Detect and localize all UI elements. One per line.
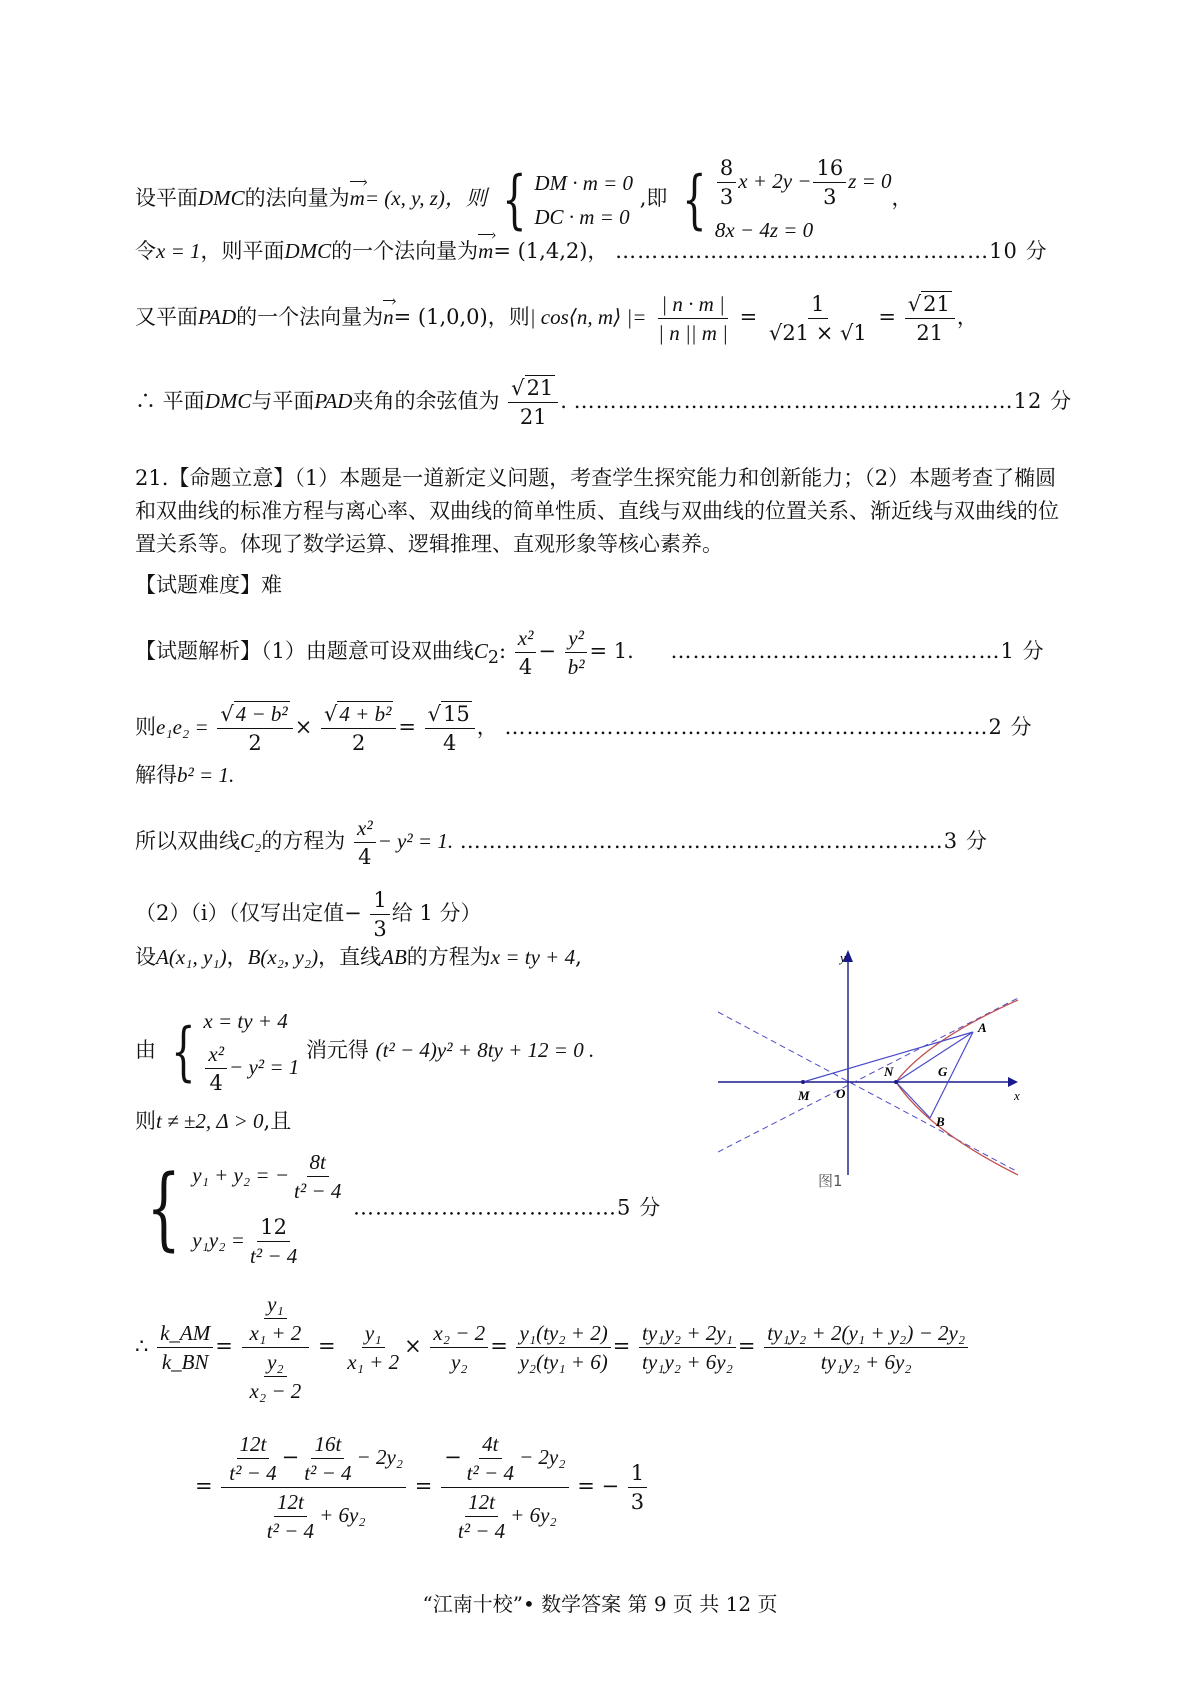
score-10: ……………………………………………10 分 (615, 239, 1048, 263)
score-1: ………………………………………1 分 (670, 639, 1045, 663)
cosine-conclusion-line: ∴ 平面DMC与平面PAD夹角的余弦值为 $\frac{√21}{21}$ . ……………………………………………………12 分 (135, 376, 1073, 429)
solution-step-4: 所以双曲线C₂的方程为 $\frac{\text{x²}}{4}$ − y² = 1. …………………………………………………………3 分 (135, 816, 988, 869)
solution-step-1: 【试题解析】（1）由题意可设双曲线$C_2$: $\frac{\text{x²}}{4}$ − $\frac{\text{y²}}{\text{b²}}$ = 1. ………………………………………1 分 (135, 626, 1045, 679)
point-b-label: B (936, 1114, 945, 1129)
asymptote-1 (718, 1012, 1018, 1172)
page-footer: “江南十校”• 数学答案 第 9 页 共 12 页 (422, 1592, 778, 1616)
solution-step-2: 则e₁e₂ = $\frac{\text{√4 − b²}}{2}$ × $\frac{\text{√4 + b²}}{2}$ = $\frac{√15}{4}$ ， …………………………………………………………2 分 (135, 702, 1033, 755)
difficulty-line: 【试题难度】难 (135, 573, 282, 597)
normal-vector-result-line: 令x = 1，则平面DMC的一个法向量为m ›= (1,4,2)， ……………………………………………10 分 (135, 236, 1048, 266)
score-2: …………………………………………………………2 分 (504, 715, 1033, 739)
cosine-angle-line: 又平面PAD的一个法向量为n ›= (1,0,0)，则| cos⟨n, m⟩ |= $\frac{| n \cdot m |}{| n || m |}$ = $\frac{1}{√21 \times √1}$ = $\frac{√21}{21}$ ， (135, 290, 978, 347)
line-nb (896, 1082, 930, 1118)
slope-ratio-line-2: = $\frac{12t}{\text{t² − 4}}$ − $\frac{16t}{\text{t² − 4}}$ − 2y₂ $\frac{12t}{\text{t² − 4}}$ + 6y₂ = − $\frac{4t}{\text{t² − 4}}$ − 2y₂ $\frac{12t}{\text{t² − 4}}$ + 6y₂ = − $\frac{1}{3}$ (195, 1430, 649, 1545)
x-label: x (1014, 1088, 1020, 1103)
figure-caption: 图1 (818, 1172, 843, 1190)
solution-step-3: 解得b² = 1. (135, 763, 235, 787)
hyperbola-figure (718, 940, 1028, 1190)
elimination-system: 由 { x = ty + 4 $\frac{\text{x²}}{4}$ − y² = 1 消元得 (t² − 4)y² + 8ty + 12 = 0 . (135, 1009, 595, 1095)
vieta-system: { y₁ + y₂ = − $\frac{8t}{\text{t² − 4}}$ y₁y₂ = $\frac{12}{\text{t² − 4}}$ ………………………………5 分 (146, 1150, 662, 1268)
part-2-header: （2）（i）（仅写出定值− $\frac{1}{3}$ 给 1 分） (135, 888, 482, 941)
point-m-label: M (798, 1088, 810, 1103)
normal-vector-dmc-line: 设平面DMC的法向量为m ›= (x, y, z)，则 { DM · m = 0 DC · m = 0 ,即 { $\frac{8}{3}$ x + 2y − $\frac{16}{3}$ z = 0 8x − 4z = 0 ， (135, 154, 913, 245)
score-5: ………………………………5 分 (353, 1195, 662, 1220)
line-na (896, 1032, 973, 1082)
hyperbola-branch (896, 1000, 1018, 1175)
asymptote-2 (718, 998, 1018, 1152)
point-a-label: A (978, 1020, 987, 1035)
point-n-label: N (884, 1064, 894, 1079)
score-3: …………………………………………………………3 分 (459, 829, 988, 853)
problem-21-intent: 21.【命题立意】（1）本题是一道新定义问题，考查学生探究能力和创新能力；（2）本题考查了椭圆和双曲线的标准方程与离心率、双曲线的简单性质、直线与双曲线的位置关系、渐近线与双曲线的位置关系等。体现了数学运算、逻辑推理、直观形象等核心素养。 (135, 466, 1059, 556)
discriminant-condition: 则t ≠ ±2, Δ > 0,且 (135, 1109, 292, 1133)
slope-ratio-line-1: ∴ $\frac{k\_AM}{k\_BN}$ = $\frac{\frac{\text{y₁}}{\text{x₁ + 2}}}{\frac{\text{y₂}}{\text{x₂ − 2}}}$ = $\frac{\text{y₁}}{\text{x₁ + 2}}$ × $\frac{\text{x₂ − 2}}{\text{y₂}}$ = $\frac{\text{y₁(ty₂ + 2)}}{\text{y₂(ty₁ + 6)}}$ = $\frac{\text{ty₁y₂ + 2y₁}}{\text{ty₁y₂ + 6y₂}}$ = $\frac{\text{ty₁y₂ + 2(y₁ + y₂) − 2y₂}}{\text{ty₁y₂ + 6y₂}}$ (135, 1290, 970, 1405)
x-axis-arrow-icon (1008, 1077, 1018, 1087)
point-o-label: O (836, 1086, 846, 1101)
y-label: y (840, 950, 846, 965)
line-ab-setup: 设A(x₁, y₁)，B(x₂, y₂)，直线AB的方程为x = ty + 4, (135, 945, 582, 969)
point-g-label: G (938, 1064, 948, 1079)
score-12: ……………………………………………………12 分 (573, 389, 1073, 413)
